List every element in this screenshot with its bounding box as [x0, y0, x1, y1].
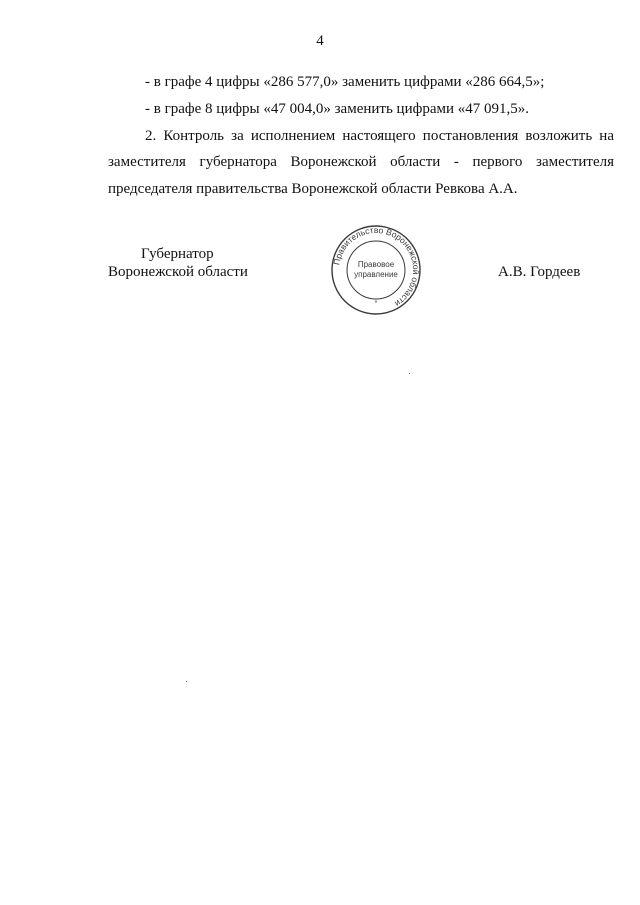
page-number: 4 — [316, 33, 324, 49]
scan-speck — [186, 681, 187, 682]
seal-inner-line-1: Правовое — [357, 260, 395, 269]
scan-speck — [409, 373, 410, 374]
signatory-title-line-2: Воронежской области — [108, 264, 248, 280]
control-paragraph-line-1: 2. Контроль за исполнением настоящего постановления возложить на — [145, 128, 614, 144]
control-paragraph-line-2: заместителя губернатора Воронежской области - первого заместителя — [108, 154, 614, 170]
signatory-name: А.В. Гордеев — [498, 264, 581, 280]
seal-inner-line-2: управление — [354, 270, 398, 279]
seal-star-icon: * — [374, 300, 378, 307]
body-line-1: - в графе 4 цифры «286 577,0» заменить цифрами «286 664,5»; — [145, 74, 545, 90]
signatory-title-line-1: Губернатор — [141, 246, 214, 262]
official-seal-stamp — [330, 224, 422, 316]
control-paragraph-line-3: председателя правительства Воронежской области Ревкова А.А. — [108, 181, 518, 197]
body-line-2: - в графе 8 цифры «47 004,0» заменить цифрами «47 091,5». — [145, 101, 530, 117]
seal-outer-text: Правительство Воронежской области — [331, 224, 422, 309]
